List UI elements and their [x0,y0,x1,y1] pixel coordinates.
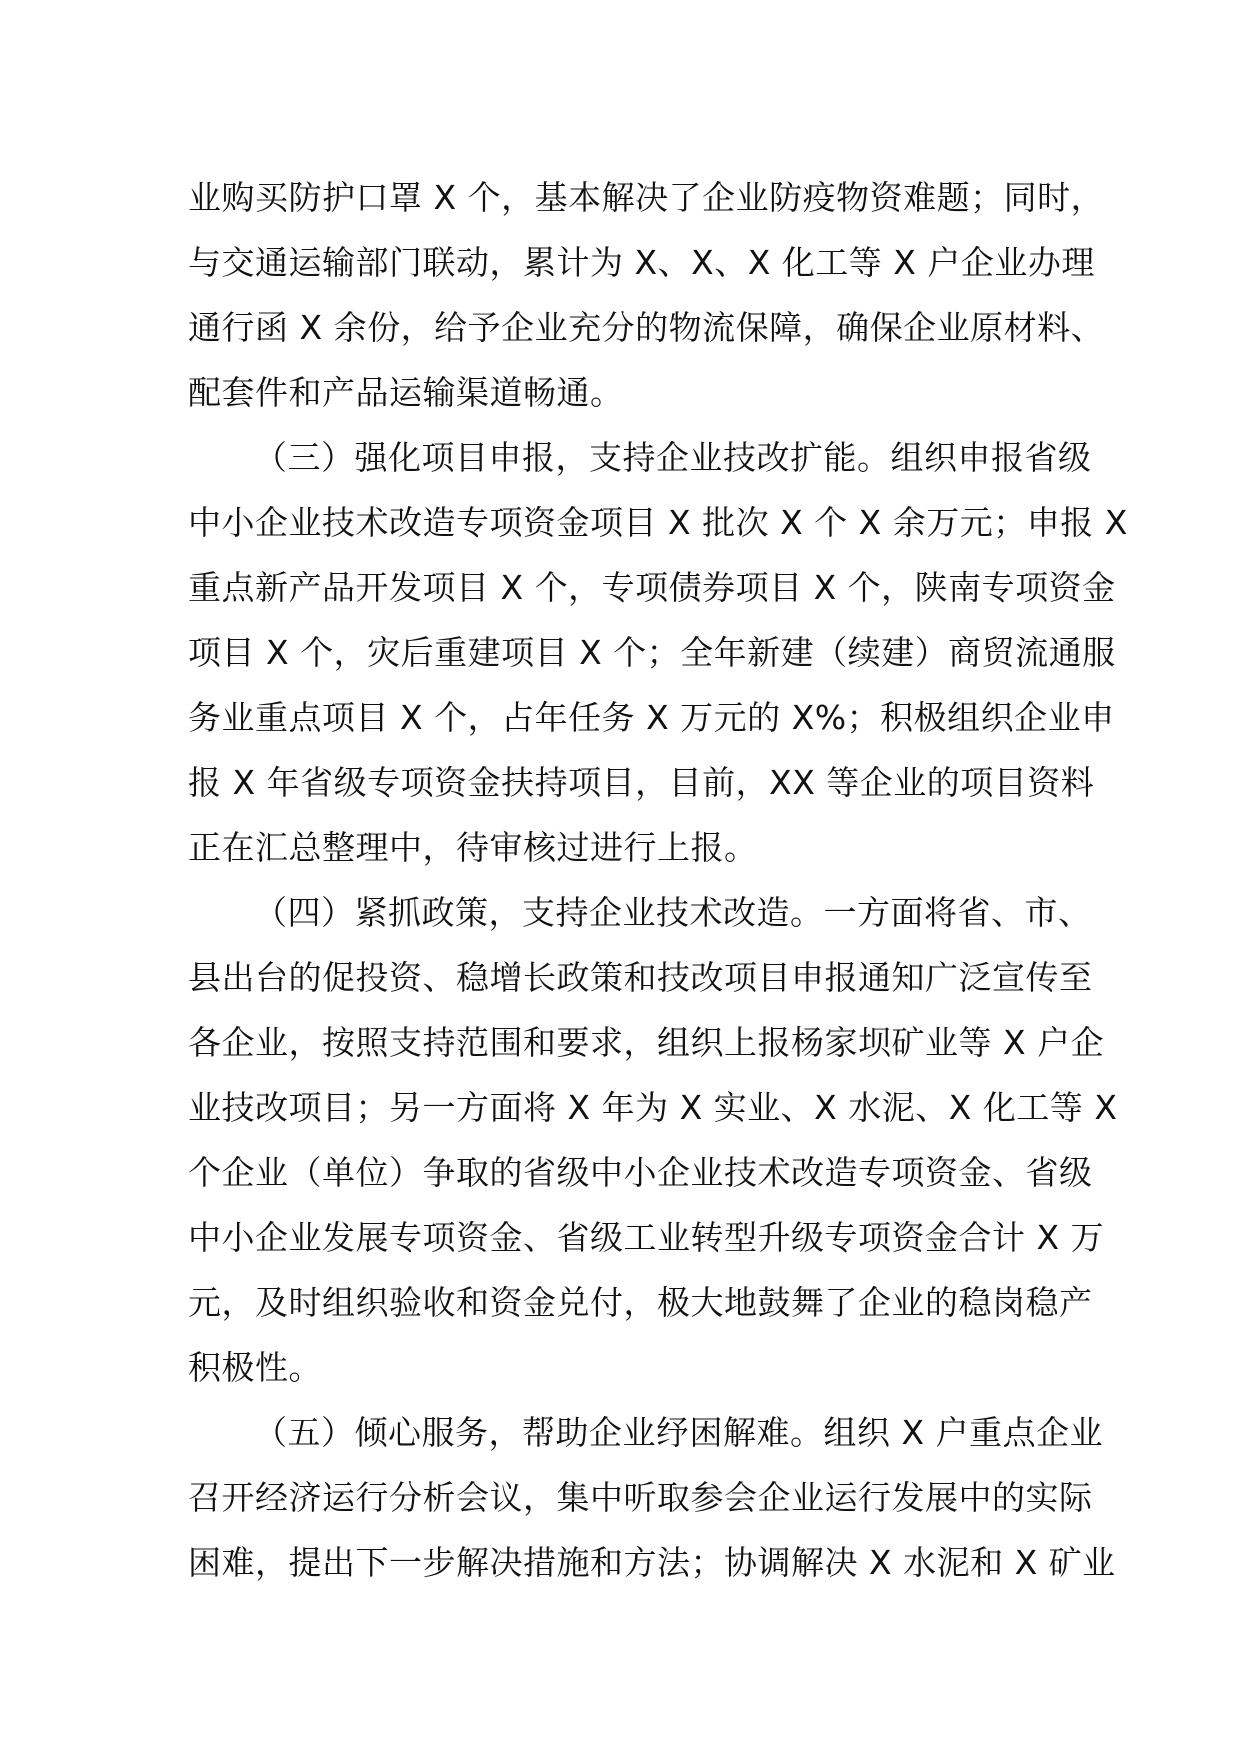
body-text [188,165,1128,1595]
section-heading-line: （三）强化项目申报，支持企业技改扩能。组织申报省级 [254,438,1092,477]
text-line: 元，及时组织验收和资金兑付，极大地鼓舞了企业的稳岗稳产 [188,1283,1093,1322]
text-line: 正在汇总整理中，待审核过进行上报。 [188,828,758,867]
text-line: 报 X 年省级专项资金扶持项目，目前，XX 等企业的项目资料 [188,763,1095,802]
text-line: 通行函 X 余份，给予企业充分的物流保障，确保企业原材料、 [188,308,1105,347]
text-line: 中小企业技术改造专项资金项目 X 批次 X 个 X 余万元；申报 X [188,503,1128,542]
text-line: 业购买防护口罩 X 个，基本解决了企业防疫物资难题；同时， [188,178,1105,217]
text-line: 项目 X 个，灾后重建项目 X 个；全年新建（续建）商贸流通服 [188,633,1116,672]
text-line: 配套件和产品运输渠道畅通。 [188,373,624,412]
text-line: 困难，提出下一步解决措施和方法；协调解决 X 水泥和 X 矿业 [188,1543,1116,1582]
text-line: 召开经济运行分析会议，集中听取参会企业运行发展中的实际 [188,1478,1093,1517]
text-line: 重点新产品开发项目 X 个，专项债券项目 X 个，陕南专项资金 [188,568,1116,607]
text-line: 县出台的促投资、稳增长政策和技改项目申报通知广泛宣传至 [188,958,1093,997]
text-line: 务业重点项目 X 个，占年任务 X 万元的 X%；积极组织企业申 [188,698,1115,737]
section-heading-line: （四）紧抓政策，支持企业技术改造。一方面将省、市、 [254,893,1092,932]
text-line: 业技改项目；另一方面将 X 年为 X 实业、X 水泥、X 化工等 X [188,1088,1118,1127]
text-line: 积极性。 [188,1348,322,1387]
section-heading-line: （五）倾心服务，帮助企业纾困解难。组织 X 户重点企业 [254,1413,1104,1452]
text-line: 各企业，按照支持范围和要求，组织上报杨家坝矿业等 X 户企 [188,1023,1105,1062]
text-line: 中小企业发展专项资金、省级工业转型升级专项资金合计 X 万 [188,1218,1105,1257]
text-line: 个企业（单位）争取的省级中小企业技术改造专项资金、省级 [188,1153,1093,1192]
text-line: 与交通运输部门联动，累计为 X、X、X 化工等 X 户企业办理 [188,243,1095,282]
